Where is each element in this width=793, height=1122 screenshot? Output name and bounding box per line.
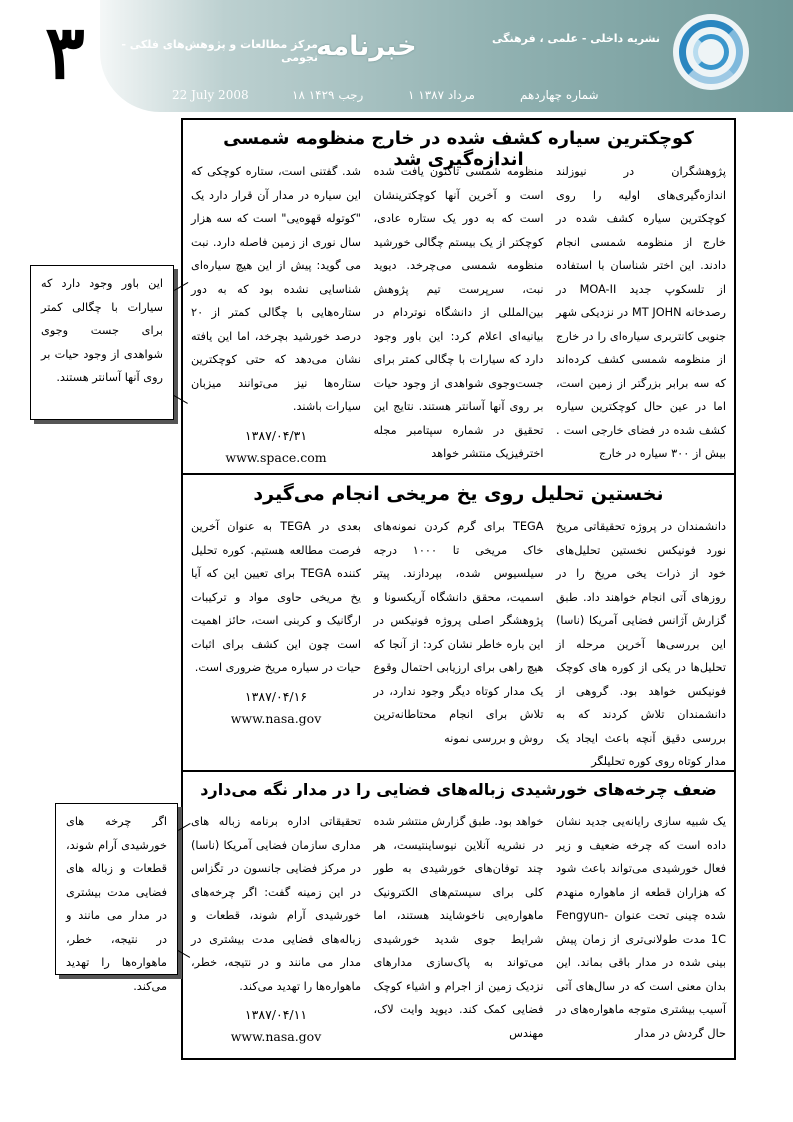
date-shamsi: ۱ مرداد ۱۳۸۷	[408, 88, 475, 102]
column-text: شد. گفتنی است، ستاره کوچکی که این سیاره در مدار آن قرار دارد یک "کوتوله قهوه‌یی" است که سه هزار سال نوری از زمین فاصله دارد. نبت می گوید: پیش از این هیچ سیاره‌ای شناسایی نشده بود که به دور ستاره‌هایی با چگالی کمتر از ۲۰ درصد خورشید بچرخد، اما این یافته نشان می‌دهد که حتی کوچکترین ستاره‌ها نیز می‌توانند میزبان سیارات باشند.	[191, 165, 361, 413]
article-source: www.space.com	[225, 449, 327, 465]
logo-icon	[673, 14, 749, 90]
newsletter-tagline: نشریه داخلی - علمی ، فرهنگی	[491, 32, 660, 45]
article-title: ضعف چرخه‌های خورشیدی زباله‌های فضایی را در مدار نگه می‌دارد	[200, 780, 717, 799]
article-title: نخستین تحلیل روی یخ مریخی انجام می‌گیرد	[253, 483, 664, 505]
article-column-last	[191, 515, 361, 774]
article-date: ۱۳۸۷/۰۴/۳۱	[244, 427, 308, 443]
article-columns	[191, 160, 726, 469]
article-column-last	[191, 160, 361, 469]
article-column: دانشمندان در پروژه تحقیقاتی مریخ نورد فونیکس نخستین تحلیل‌های خود از ذرات یخی مریخ را در روزهای آتی انجام خواهند داد. طبق گزارش آژانس فضایی آمریکا (ناسا) این بررسی‌ها آخرین مرحله از تحلیل‌ها در یکی از کوره های کوچک فونیکس خواهد بود. گروهی از دانشمندان تلاش کردند که به بررسی دقیق آنچه باعث ایجاد یک مدار کوتاه روی کوره تحلیلگر	[556, 520, 726, 768]
organization-name: مرکز مطالعات و پژوهش‌های فلکی - نجومی	[121, 38, 318, 64]
article-columns	[191, 810, 726, 1048]
article-solar-cycles	[183, 772, 734, 1058]
date-gregorian: 22 July 2008	[172, 88, 249, 102]
article-column: TEGA برای گرم کردن نمونه‌های خاک مریخی تا ۱۰۰۰ درجه سیلسیوس شده، بپردازند. پیتر اسمیت، محقق دانشگاه آریکسونا و پژوهشگر اصلی پروژه فونیکس در این باره خاطر نشان کرد: از آنجا که هیچ راهی برای ارزیابی احتمال وقوع یک مدار کوتاه دیگر وجود ندارد، در تلاش برای انجام محتاطانه‌ترین روش و بررسی نمونه	[373, 520, 544, 745]
page-header	[0, 0, 793, 118]
article-date: ۱۳۸۷/۰۴/۱۶	[244, 688, 308, 704]
brand-logotype: خبرنامه	[316, 31, 417, 62]
article-source: www.nasa.gov	[230, 710, 322, 726]
pull-quote: اگر چرخه های خورشیدی آرام شوند، قطعات و زباله های فضایی مدت بیشتری در مدار می مانند و در نتیجه، خطر، ماهواره‌ها را تهدید می‌کند.	[55, 803, 178, 975]
article-exoplanet	[183, 120, 734, 473]
article-columns	[191, 515, 726, 774]
column-text: تحقیقاتی اداره برنامه زباله های مداری سازمان فضایی آمریکا (ناسا) در مرکز فضایی جانسون در تگزاس در این زمینه گفت: اگر چرخه‌های خورشیدی آرام شوند، قطعات و زباله‌های فضایی مدت بیشتری در مدار می مانند و در نتیجه، خطر، ماهواره‌ها را تهدید می‌کند.	[191, 815, 361, 993]
article-column-last	[191, 810, 361, 1048]
article-column: خواهد بود. طبق گزارش منتشر شده در نشریه آنلاین نیوساینتیست، هر چند توفان‌های خورشیدی به طور کلی برای سیستم‌های الکترونیک ماهواره‌یی ناخوشایند هستند، اما شرایط جوی شدید خورشیدی می‌تواند به پاک‌سازی مدارهای نزدیک زمین از اجرام و اشیاء کوچک فضایی کمک کند. دیوید وایت لاک، مهندس	[373, 815, 544, 1040]
article-mars-ice	[183, 475, 734, 770]
article-title: کوچکترین سیاره کشف شده در خارج منظومه شمسی اندازه‌گیری شد	[223, 128, 694, 170]
article-column: یک شبیه سازی رایانه‌یی جدید نشان داده است که چرخه ضعیف و زیر فعال خورشیدی می‌تواند باعث شود که هزاران قطعه از ماهواره منهدم شده چینی تحت عنوان Fengyun-1C مدت طولانی‌تری از زمان پیش بینی شده در مدار باقی بماند. این بدان معنی است که در سال‌های آتی آسیب بیشتری متوجه ماهواره‌های در حال گردش در مدار	[556, 815, 726, 1040]
column-text: بعدی در TEGA به عنوان آخرین فرصت مطالعه هستیم. کوره تحلیل کننده TEGA برای تعیین این که آیا یخ مریخی حاوی مواد و ترکیبات ارگانیک و کربنی است، حائز اهمیت است چون این کشف برای اثبات حیات در سیاره مریخ ضروری است.	[191, 520, 361, 674]
page-number: ۳	[45, 10, 85, 96]
issue-number: شماره چهاردهم	[520, 88, 599, 102]
issue-info	[160, 88, 665, 108]
article-date: ۱۳۸۷/۰۴/۱۱	[244, 1007, 308, 1022]
article-source: www.nasa.gov	[230, 1029, 322, 1044]
article-column: منظومه شمسی تاکنون یافت شده است و آخرین آنها کوچکترینشان است که به دور یک ستاره عادی، کوچکتر از یک بیستم چگالی خورشید منظومه شمسی می‌چرخد. دیوید نبت، سرپرست تیم پژوهش بین‌المللی از دانشگاه نوتردام در بیانیه‌ای اعلام کرد: این باور وجود دارد که سیارات با چگالی کمتر برای جست‌وجوی شواهدی از وجود حیات بر روی آنها آسانتر هستند. نتایج این تحقیق در شماره سپتامبر مجله اخترفیزیک منتشر خواهد	[373, 165, 544, 460]
pull-quote: این باور وجود دارد که سیارات با چگالی کمتر برای جست وجوی شواهدی از وجود حیات بر روی آنها آسانتر هستند.	[30, 265, 174, 420]
article-column: پژوهشگران در نیوزلند اندازه‌گیری‌های اولیه را روی کوچکترین سیاره کشف شده در خارج از منظومه شمسی انجام دادند. این اختر شناسان با استفاده از تلسکوپ جدید MOA-II در رصدخانه MT JOHN در نزدیکی شهر جنوبی کانتربری سیاره‌ای را در خارج از منظومه شمسی کشف کرده‌اند که سه برابر بزرگتر از زمین است، اما در عین حال کوچکترین سیاره کشف شده در فضای خارجی است . بیش از ۳۰۰ سیاره در خارج	[556, 165, 727, 460]
date-qamari: ۱۸ رجب ۱۴۲۹	[292, 88, 364, 102]
